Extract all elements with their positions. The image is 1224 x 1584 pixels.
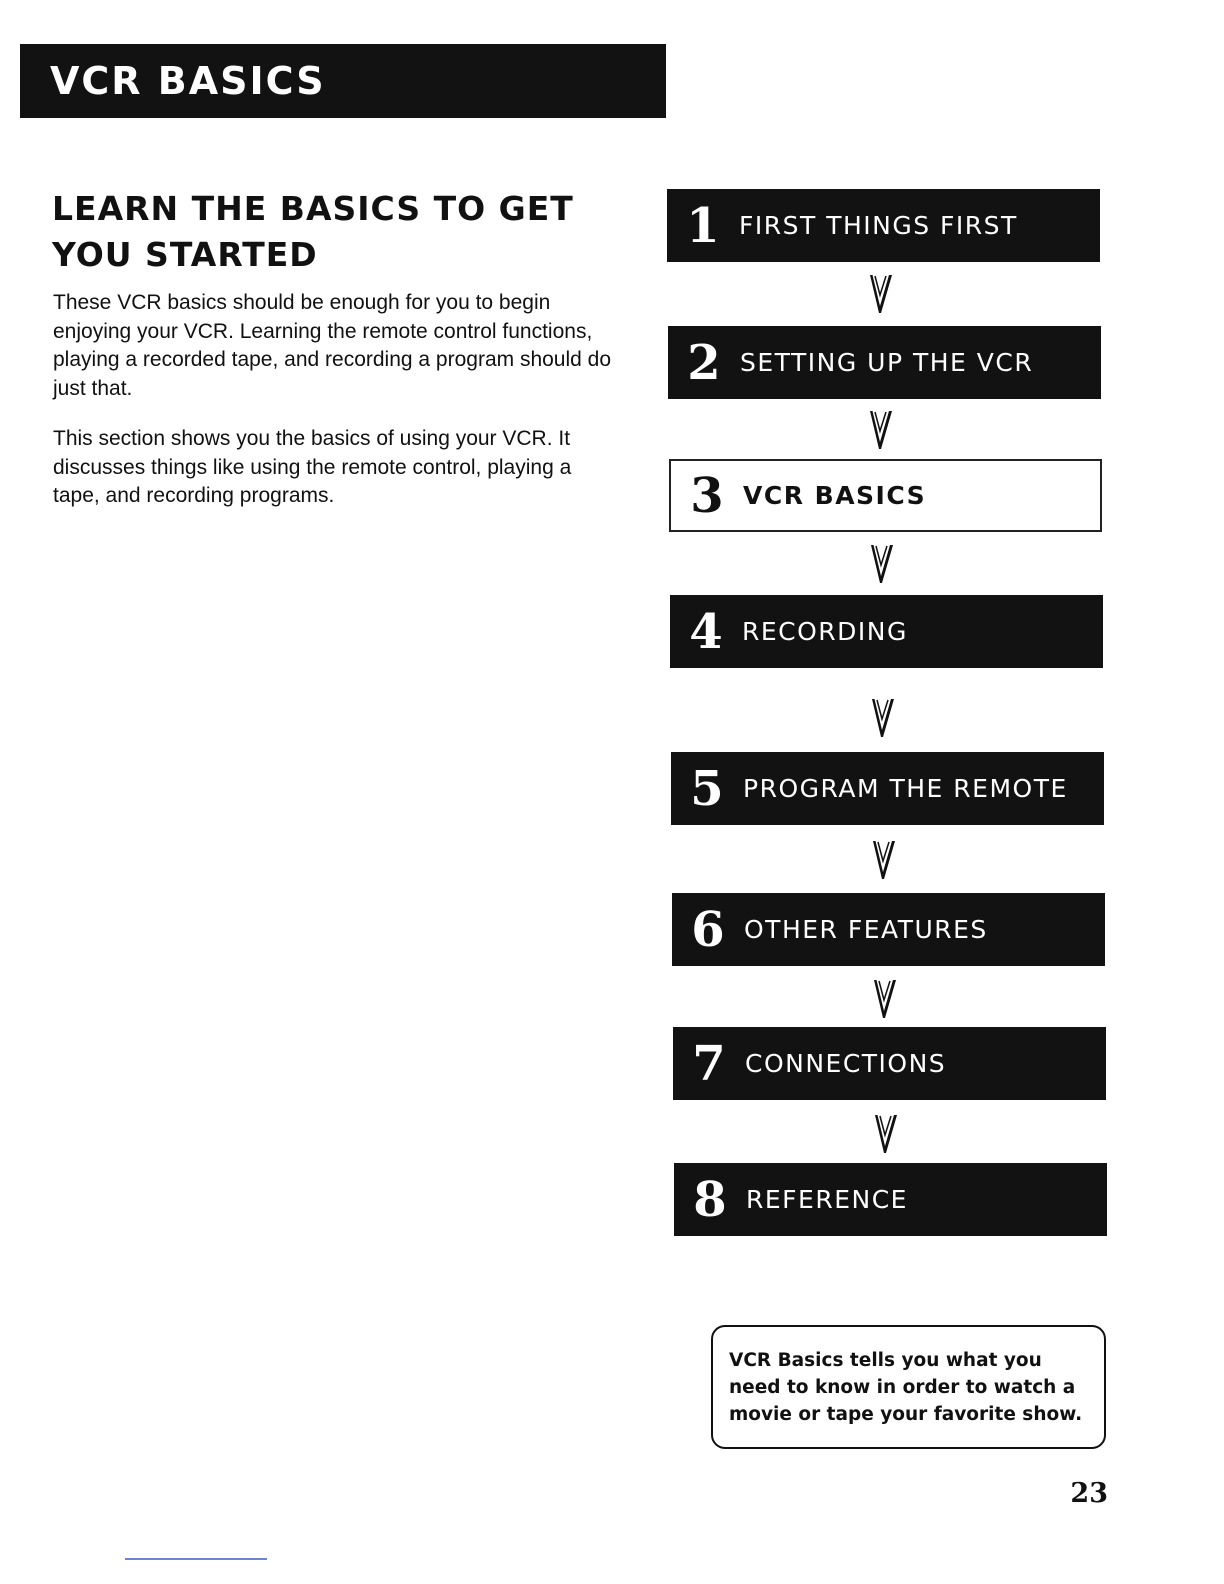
step-7 [673,1027,1106,1100]
step-label: CONNECTIONS [745,1049,947,1078]
step-label: RECORDING [742,617,908,646]
step-number: 7 [692,1035,726,1092]
step-number: 1 [686,197,720,254]
down-arrow-icon [869,409,893,451]
section-banner [20,44,666,118]
step-8 [674,1163,1107,1236]
step-2 [668,326,1101,399]
footer-rule [125,1558,267,1560]
step-number: 5 [690,760,724,817]
step-number: 2 [687,334,721,391]
down-arrow-icon [869,273,893,315]
step-label: VCR BASICS [743,481,927,510]
step-number: 8 [693,1171,727,1228]
step-4 [670,595,1103,668]
down-arrow-icon [870,543,894,585]
step-label: FIRST THINGS FIRST [739,211,1018,240]
step-6 [672,893,1105,966]
step-number: 3 [690,467,724,524]
down-arrow-icon [871,697,895,739]
step-5 [671,752,1104,825]
intro-paragraph-2: This section shows you the basics of using your VCR. It discusses things like using the remote control, playing a tape, and recording programs. [53,427,572,507]
step-number: 4 [689,603,723,660]
step-label: REFERENCE [746,1185,908,1214]
step-label: SETTING UP THE VCR [740,348,1034,377]
note-text: VCR Basics tells you what you need to know in order to watch a movie or tape your favorite show. [729,1350,1083,1425]
page-number: 23 [1070,1478,1108,1509]
step-number: 6 [691,901,725,958]
note-box [711,1325,1106,1449]
step-3 [669,459,1102,532]
page-heading: LEARN THE BASICS TO GET YOU STARTED [52,189,574,274]
step-1 [667,189,1100,262]
down-arrow-icon [874,1113,898,1155]
intro-paragraph-1: These VCR basics should be enough for you to begin enjoying your VCR. Learning the remote control functions, playing a recorded tape, and recording a program should do just that. [53,291,612,400]
down-arrow-icon [873,978,897,1020]
step-label: OTHER FEATURES [744,915,988,944]
section-title: VCR BASICS [50,59,326,103]
down-arrow-icon [872,839,896,881]
step-label: PROGRAM THE REMOTE [743,774,1068,803]
